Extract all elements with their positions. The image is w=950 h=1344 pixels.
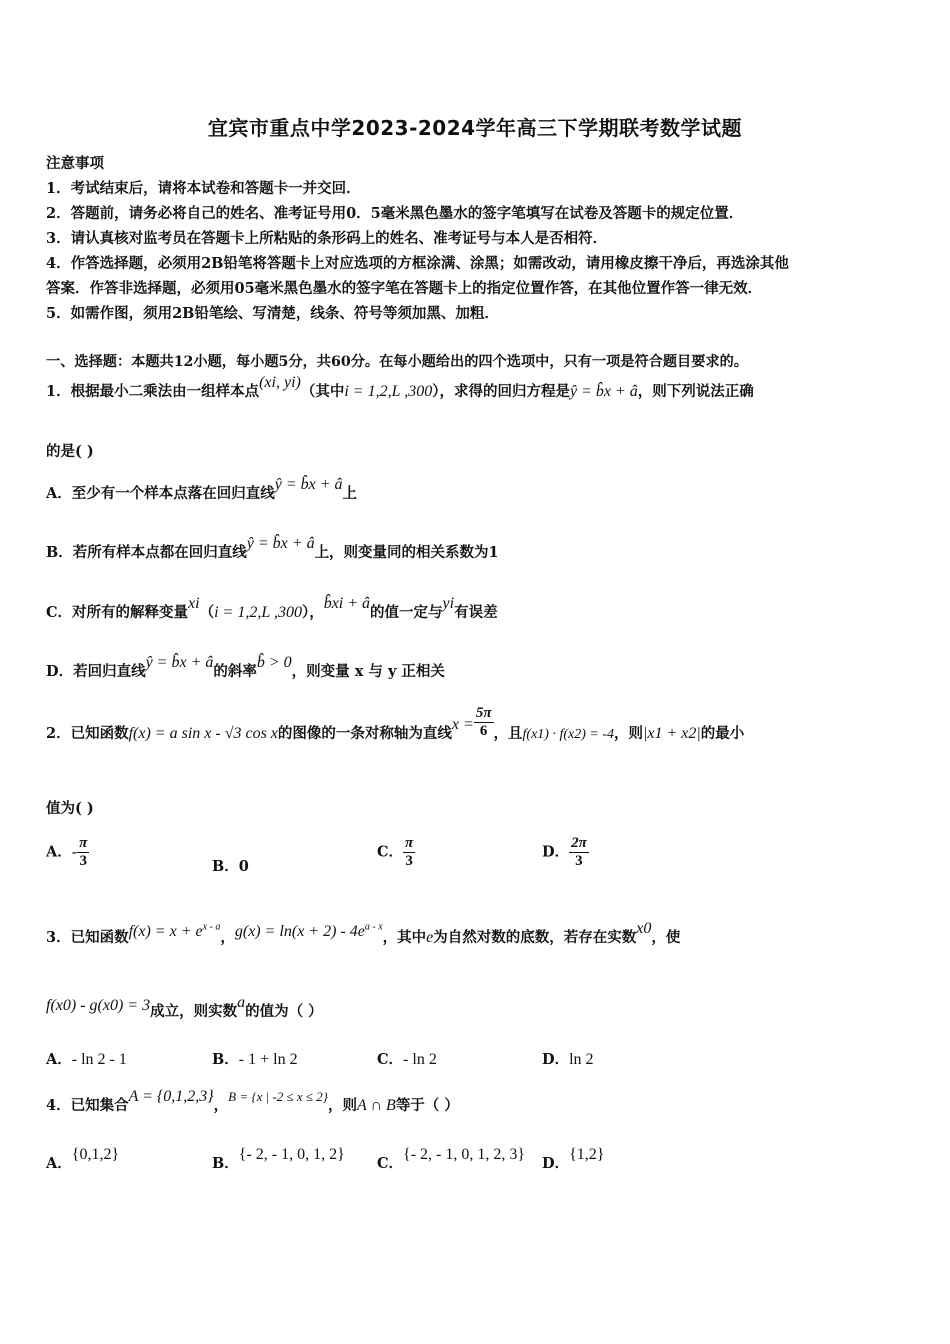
section-heading: 一、选择题：本题共12小题，每小题5分，共60分。在每小题给出的四个选项中，只有一项是符合题目要求的。 (46, 354, 748, 370)
math-expression: i = 1,2,L ,300 (344, 383, 433, 400)
math-expression: x0 (636, 920, 652, 937)
math-expression: ŷ = b̂x + â (145, 654, 214, 671)
question-4-stem: 4．已知集合A = {0,1,2,3}，B = {x | -2 ≤ x ≤ 2}，则A ∩ B等于（ ） (46, 1088, 459, 1114)
math-expression: ŷ = b̂x + â (274, 476, 343, 493)
math-expression: $f(x) = x + e^{x - a}$ (128, 921, 221, 940)
question-4-option-b[interactable]: B．{- 2, - 1, 0, 1, 2} (212, 1146, 345, 1172)
question-3-option-d[interactable]: D．ln 2 (542, 1051, 594, 1068)
question-1-option-a[interactable]: A．至少有一个样本点落在回归直线ŷ = b̂x + â上 (46, 476, 358, 502)
question-2-stem: 2．已知函数f(x) = a sin x - √3 cos x的图像的一条对称轴为直线x = $\frac{5\pi}{6}$ ，且f(x1) · f(x2) = -4，则|x1 + x2|的最小 (46, 704, 745, 742)
math-expression: f(x) = a sin x - √3 cos x (128, 725, 278, 742)
question-3-option-b[interactable]: B．- 1 + ln 2 (212, 1051, 298, 1068)
question-1-stem-end: 的是( ) (46, 443, 94, 460)
math-expression: A = {0,1,2,3} (128, 1088, 214, 1105)
math-expression: a (237, 994, 246, 1011)
question-2-option-b[interactable]: B．0 (212, 858, 249, 875)
math-expression: ŷ = b̂x + â (569, 383, 638, 400)
math-expression: xi (188, 595, 200, 612)
math-expression: f(x0) - g(x0) = 3 (46, 997, 151, 1014)
notice-item: 答案．作答非选择题，必须用05毫米黑色墨水的签字笔在答题卡上的指定位置作答，在其他位置作答一律无效． (46, 280, 763, 297)
math-expression: e (426, 929, 434, 946)
question-4-option-d[interactable]: D．{1,2} (542, 1146, 605, 1172)
question-2-stem-end: 值为( ) (46, 800, 94, 817)
math-expression: x = (451, 716, 474, 733)
question-1-stem: 1．根据最小二乘法由一组样本点(xi, yi)（其中i = 1,2,L ,300），求得的回归方程是ŷ = b̂x + â，则下列说法正确 (46, 374, 754, 400)
math-expression: ŷ = b̂x + â (246, 535, 315, 552)
page-title: 宜宾市重点中学2023-2024学年高三下学期联考数学试题 (207, 116, 743, 140)
question-1-option-b[interactable]: B．若所有样本点都在回归直线ŷ = b̂x + â上，则变量同的相关系数为1 (46, 535, 499, 561)
math-expression: b̂ > 0 (256, 654, 292, 671)
math-expression: |x1 + x2| (642, 725, 701, 742)
math-expression: f(x1) · f(x2) = -4 (522, 727, 614, 742)
notice-item: 1．考试结束后，请将本试卷和答题卡一并交回． (46, 180, 361, 197)
fraction: $\frac{2\pi}{3}$ (571, 835, 587, 869)
notice-heading: 注意事项 (46, 155, 104, 172)
math-expression: i = 1,2,L ,300 (214, 604, 302, 621)
question-1-option-d[interactable]: D．若回归直线ŷ = b̂x + â的斜率b̂ > 0，则变量 x 与 y 正相关 (46, 654, 445, 680)
question-2-option-a[interactable]: A．- $\frac{\pi}{3}$ (46, 835, 88, 869)
fraction: $\frac{5\pi}{6}$ (475, 704, 492, 739)
math-expression: $g(x) = \ln(x + 2) - 4e^{a - x}$ (234, 921, 383, 940)
question-3-stem: 3．已知函数$f(x) = x + e^{x - a}$，$g(x) = \ln(x + 2) - 4e^{a - x}$，其中e为自然对数的底数，若存在实数x0，使 (46, 920, 681, 946)
question-2-option-c[interactable]: C． $\frac{\pi}{3}$ (377, 835, 414, 869)
question-3-stem-end: f(x0) - g(x0) = 3成立，则实数a的值为（ ） (46, 994, 323, 1020)
math-expression: A ∩ B (357, 1097, 396, 1114)
math-expression: yi (442, 595, 455, 612)
notice-item: 3．请认真核对监考员在答题卡上所粘贴的条形码上的姓名、准考证号与本人是否相符． (46, 230, 608, 247)
math-expression: B = {x | -2 ≤ x ≤ 2} (228, 1089, 328, 1104)
fraction: $\frac{\pi}{3}$ (405, 835, 414, 869)
question-1-option-c[interactable]: C．对所有的解释变量xi（i = 1,2,L ,300），b̂xi + â的值一定与yi有误差 (46, 595, 498, 621)
question-3-option-c[interactable]: C．- ln 2 (377, 1051, 437, 1068)
question-4-option-c[interactable]: C．{- 2, - 1, 0, 1, 2, 3} (377, 1146, 526, 1172)
notice-item: 5．如需作图，须用2B铅笔绘、写清楚，线条、符号等须加黑、加粗． (46, 305, 499, 322)
notice-item: 4．作答选择题，必须用2B铅笔将答题卡上对应选项的方框涂满、涂黑；如需改动，请用橡皮擦干净后，再选涂其他 (46, 255, 789, 272)
notice-item: 2．答题前，请务必将自己的姓名、准考证号用0．5毫米黑色墨水的签字笔填写在试卷及答题卡的规定位置． (46, 205, 744, 222)
question-3-option-a[interactable]: A．- ln 2 - 1 (46, 1051, 127, 1068)
question-4-option-a[interactable]: A．{0,1,2} (46, 1146, 120, 1172)
question-2-option-d[interactable]: D． $\frac{2\pi}{3}$ (542, 835, 587, 869)
fraction: $\frac{\pi}{3}$ (79, 835, 88, 869)
math-expression: (xi, yi) (259, 374, 301, 391)
math-expression: b̂xi + â (323, 595, 371, 612)
